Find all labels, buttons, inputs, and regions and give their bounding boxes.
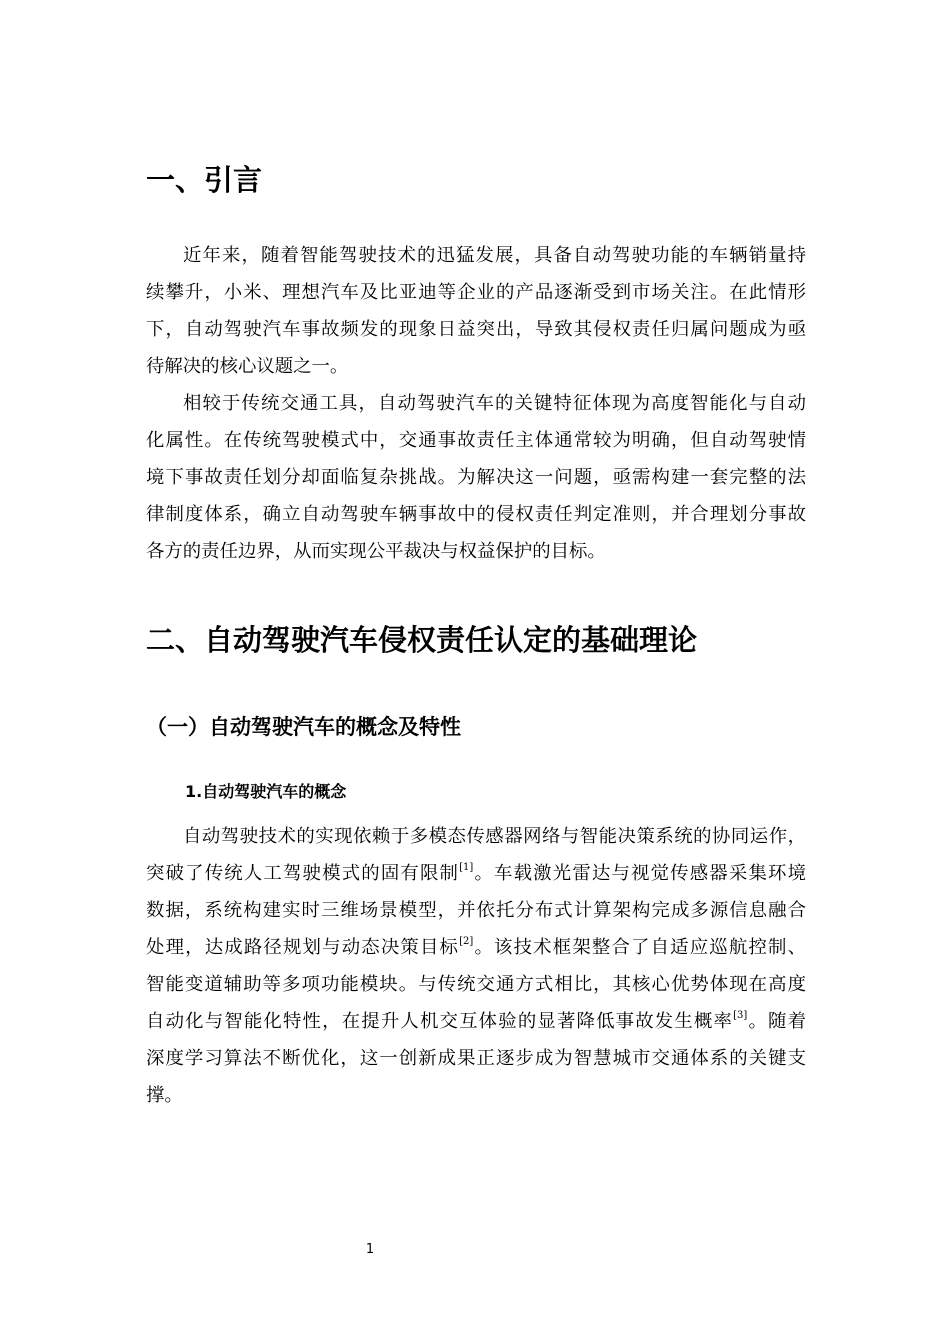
text-line: 续攀升，小米、理想汽车及比亚迪等企业的产品逐渐受到市场关注。在此情形: [146, 282, 806, 303]
text-line: 律制度体系，确立自动驾驶车辆事故中的侵权责任判定准则，并合理划分事故: [146, 504, 806, 525]
section-heading-theory: 二、自动驾驶汽车侵权责任认定的基础理论: [146, 623, 698, 657]
text-line-with-citation: [146, 855, 806, 892]
text-segment: 。该技术框架整合了自适应巡航控制、: [473, 937, 806, 958]
paragraph-introduction-2: [146, 385, 806, 570]
subsubsection-heading-concept: 1.自动驾驶汽车的概念: [185, 782, 347, 801]
text-line: 各方的责任边界，从而实现公平裁决与权益保护的目标。: [146, 541, 606, 562]
text-segment: 突破了传统人工驾驶模式的固有限制: [146, 863, 460, 884]
page-number: 1: [365, 1242, 375, 1257]
text-line: 境下事故责任划分却面临复杂挑战。为解决这一问题，亟需构建一套完整的法: [146, 467, 806, 488]
text-line: 化属性。在传统驾驶模式中，交通事故责任主体通常较为明确，但自动驾驶情: [146, 430, 806, 451]
text-line: 下，自动驾驶汽车事故频发的现象日益突出，导致其侵权责任归属问题成为亟: [146, 319, 806, 340]
citation-ref: [2]: [459, 935, 474, 947]
text-segment: 。随着: [747, 1011, 806, 1032]
text-segment: 自动化与智能化特性，在提升人机交互体验的显著降低事故发生概率: [146, 1011, 734, 1032]
paragraph-introduction-1: [146, 237, 806, 385]
section-heading-introduction: 一、引言: [146, 163, 263, 197]
citation-ref: [3]: [733, 1009, 748, 1021]
text-line: 待解决的核心议题之一。: [146, 356, 349, 377]
text-line: 撑。: [146, 1085, 183, 1106]
text-line: 自动驾驶技术的实现依赖于多模态传感器网络与智能决策系统的协同运作，: [183, 826, 806, 847]
text-line-with-citation: [146, 1003, 806, 1040]
text-segment: 。车载激光雷达与视觉传感器采集环境: [473, 863, 806, 884]
text-line: 深度学习算法不断优化，这一创新成果正逐步成为智慧城市交通体系的关键支: [146, 1048, 806, 1069]
citation-ref: [1]: [459, 861, 474, 873]
text-line: 数据，系统构建实时三维场景模型，并依托分布式计算架构完成多源信息融合: [146, 900, 806, 921]
text-segment: 处理，达成路径规划与动态决策目标: [146, 937, 460, 958]
paragraph-concept: [146, 818, 806, 1114]
text-line: 近年来，随着智能驾驶技术的迅猛发展，具备自动驾驶功能的车辆销量持: [183, 245, 806, 266]
text-line: 相较于传统交通工具，自动驾驶汽车的关键特征体现为高度智能化与自动: [183, 393, 806, 414]
subsection-heading-concept-and-features: （一）自动驾驶汽车的概念及特性: [146, 715, 461, 739]
text-line: 智能变道辅助等多项功能模块。与传统交通方式相比，其核心优势体现在高度: [146, 974, 806, 995]
text-line-with-citation: [146, 929, 806, 966]
